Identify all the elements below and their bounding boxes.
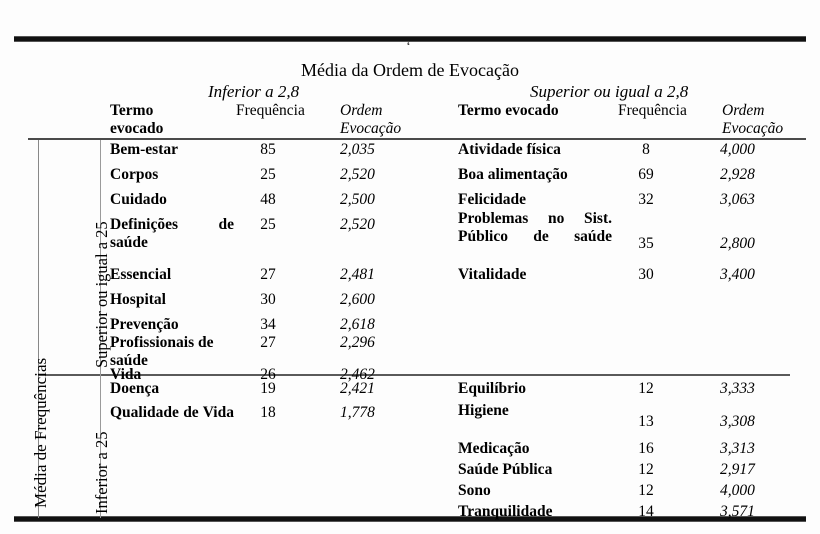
- table-row-frequency: 85: [260, 141, 276, 158]
- column-header-term-left-line2: evocado: [110, 119, 164, 137]
- column-header-frequency-left: Frequência: [236, 102, 305, 119]
- table-row-frequency: 16: [638, 440, 654, 457]
- table-row-order: 2,462: [340, 366, 375, 383]
- table-row-term: Prevenção: [110, 316, 179, 333]
- table-row-order: 4,000: [720, 482, 755, 499]
- column-header-order-right-line1: Ordem: [722, 102, 765, 119]
- table-row-frequency: 25: [260, 166, 276, 183]
- table-row-term: Bem-estar: [110, 141, 178, 158]
- table-row-term: Cuidado: [110, 191, 167, 208]
- table-row-frequency: 34: [260, 316, 276, 333]
- table-row-order: 1,778: [340, 404, 375, 421]
- column-header-frequency-right: Frequência: [618, 102, 687, 119]
- table-row-frequency: 35: [638, 235, 654, 252]
- column-header-order-left-line1: Ordem: [340, 102, 383, 119]
- table-row-term: Saúde Pública: [458, 461, 553, 478]
- table-row-term: Problemas no Sist. Público de saúde: [458, 210, 612, 245]
- table-row-order: 2,800: [720, 235, 755, 252]
- table-row-order: 2,520: [340, 166, 375, 183]
- table-row-term: Vida: [110, 366, 142, 383]
- table-row-term: Higiene: [458, 402, 509, 419]
- table-row-term: Essencial: [110, 266, 172, 283]
- table-row-term: Corpos: [110, 166, 159, 183]
- table-row-frequency: 13: [638, 413, 654, 430]
- row-band-label-upper: Superior ou igual a 25: [92, 221, 111, 368]
- table-row-order: 2,928: [720, 166, 755, 183]
- table-row-frequency: 19: [260, 380, 276, 397]
- table-row-frequency: 14: [638, 503, 654, 520]
- table-row-order: 3,313: [720, 440, 755, 457]
- column-header-order-right: [722, 102, 820, 138]
- table-row-frequency: 25: [260, 216, 276, 233]
- table-row-frequency: 18: [260, 404, 276, 421]
- column-group-label-left: Inferior a 2,8: [208, 82, 300, 101]
- column-header-order-left-line2: Evocação: [340, 119, 402, 137]
- table-row-order: 2,618: [340, 316, 375, 333]
- table-row-frequency: 69: [638, 166, 654, 183]
- table-row-frequency: 27: [260, 266, 276, 283]
- table-row-order: 3,063: [720, 191, 755, 208]
- table-row-term: Boa alimentação: [458, 166, 568, 183]
- table-bottom-rule: [14, 516, 806, 522]
- column-header-term-left-line1: Termo: [110, 102, 154, 119]
- table-row-term: Qualidade de Vida: [110, 404, 234, 421]
- table-row-term: Equilíbrio: [458, 380, 527, 397]
- table-row-term: Doença: [110, 380, 160, 397]
- table-row-order: 2,600: [340, 291, 375, 308]
- column-header-term-left: [110, 102, 230, 138]
- table-row-order: 3,571: [720, 503, 755, 520]
- table-row-order: 2,296: [340, 334, 375, 351]
- table-row-frequency: 12: [638, 380, 654, 397]
- table-row-order: 3,400: [720, 266, 755, 283]
- table-row-order: 3,308: [720, 413, 755, 430]
- table-row-order: 3,333: [720, 380, 755, 397]
- table-row-term: Sono: [458, 482, 491, 499]
- table-row-term: Definições de saúde: [110, 216, 234, 251]
- table-row-frequency: 12: [638, 461, 654, 478]
- table-row-order: 2,917: [720, 461, 755, 478]
- table-row-order: 4,000: [720, 141, 755, 158]
- table-row-frequency: 26: [260, 366, 276, 383]
- column-group-label-right: Superior ou igual a 2,8: [530, 82, 689, 101]
- table-header-rule: [28, 138, 806, 140]
- table-row-order: 2,481: [340, 266, 375, 283]
- table-row-term: Medicação: [458, 440, 530, 457]
- column-header-order-left: [340, 102, 440, 138]
- table-row-term: Profissionais de saúde: [110, 334, 214, 369]
- table-row-order: 2,035: [340, 141, 375, 158]
- table-row-term: Vitalidade: [458, 266, 527, 283]
- table-row-frequency: 48: [260, 191, 276, 208]
- table-row-frequency: 12: [638, 482, 654, 499]
- table-row-frequency: 30: [638, 266, 654, 283]
- row-band-label-lower: Inferior a 25: [92, 431, 111, 514]
- column-header-term-right: Termo evocado: [458, 102, 559, 119]
- row-axis-label: Média de Frequências: [31, 357, 50, 508]
- table-row-frequency: 27: [260, 334, 276, 351]
- table-row-term: Atividade física: [458, 141, 561, 158]
- table-row-order: 2,421: [340, 380, 375, 397]
- table-row-term: Felicidade: [458, 191, 527, 208]
- table-title: Média da Ordem de Evocação: [301, 60, 519, 80]
- column-header-order-right-line2: Evocação: [722, 119, 784, 137]
- table-row-term: Hospital: [110, 291, 166, 308]
- table-row-frequency: 30: [260, 291, 276, 308]
- table-row-order: 2,520: [340, 216, 375, 233]
- table-row-order: 2,500: [340, 191, 375, 208]
- table-row-term: Tranquilidade: [458, 503, 553, 520]
- table-row-frequency: 8: [642, 141, 650, 158]
- stray-quote-mark: ‘: [406, 39, 411, 55]
- table-row-frequency: 32: [638, 191, 654, 208]
